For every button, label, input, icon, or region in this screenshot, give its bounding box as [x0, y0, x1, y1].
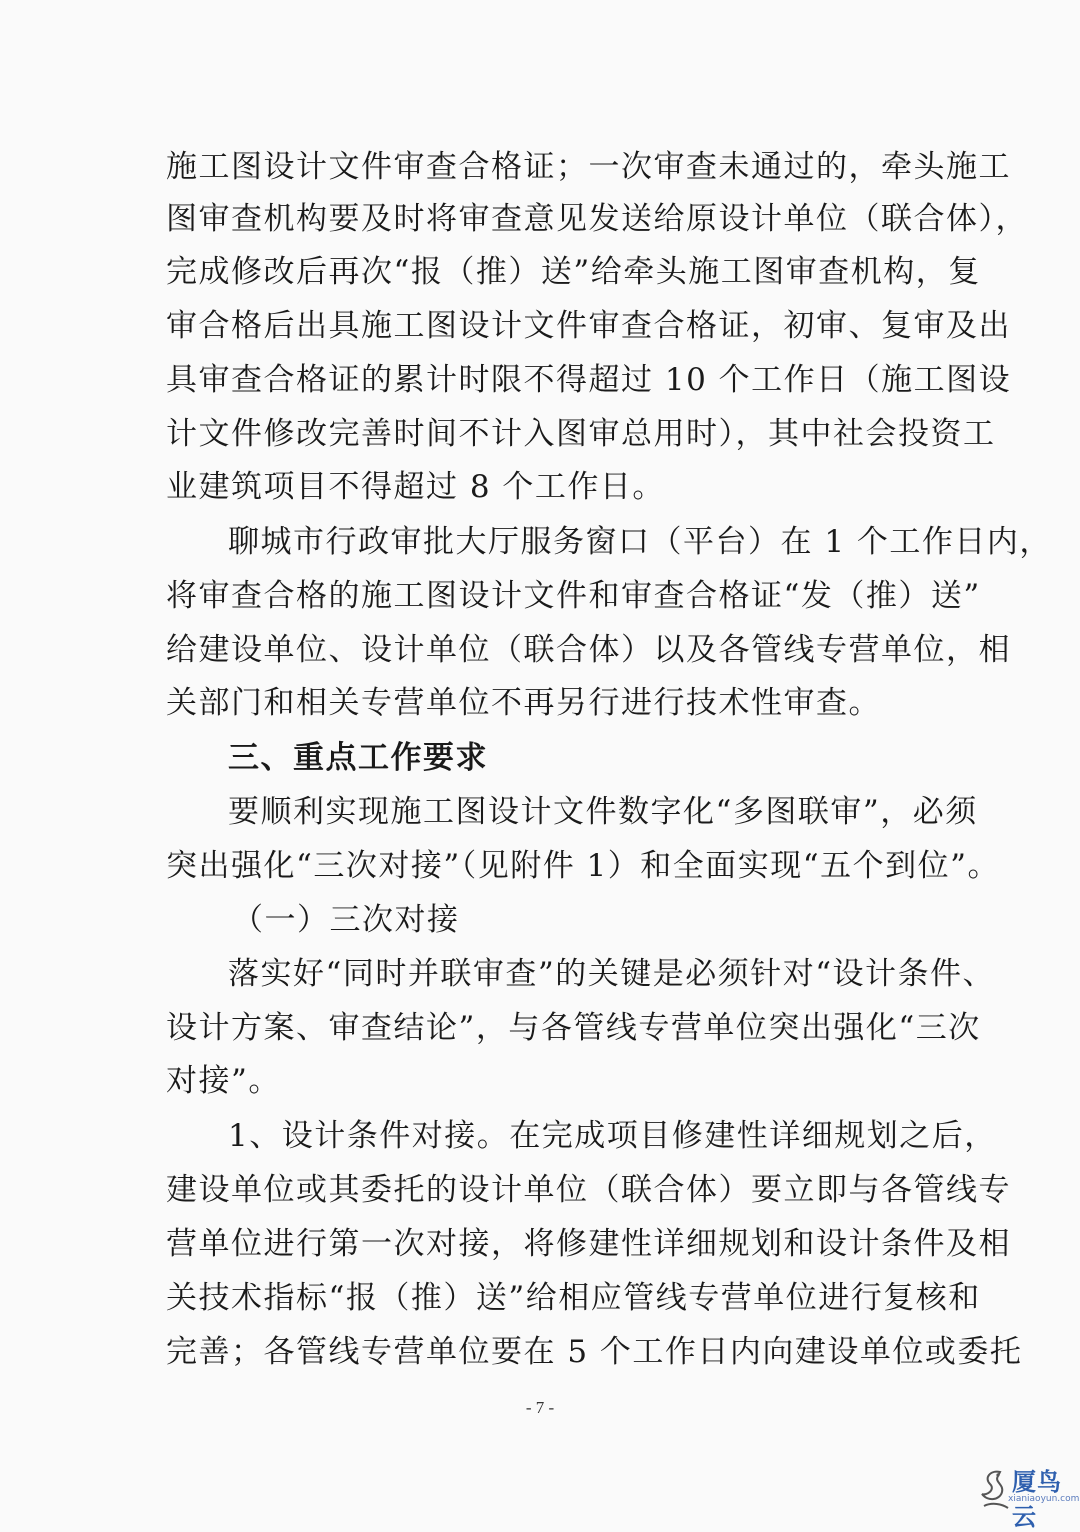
watermark-name: 厦鸟云	[1012, 1468, 1062, 1531]
text-line: 具审查合格证的累计时限不得超过 10 个工作日（施工图设	[166, 362, 1012, 398]
text-line: 完善；各管线专营单位要在 5 个工作日内向建设单位或委托	[166, 1334, 1023, 1370]
text-line: 对接”。	[166, 1063, 281, 1099]
text-line: 给建设单位、设计单位（联合体）以及各管线专营单位，相	[166, 632, 1011, 668]
watermark	[978, 1460, 1080, 1531]
text-line: 关技术指标“报（推）送”给相应管线专营单位进行复核和	[166, 1280, 981, 1316]
text-line: 审合格后出具施工图设计文件审查合格证，初审、复审及出	[166, 308, 1011, 344]
subsection-heading: （一）三次对接	[232, 902, 460, 938]
watermark-url: xianiaoyun.com	[1008, 1494, 1080, 1504]
paragraph-first-line: 1、设计条件对接。在完成项目修建性详细规划之后，	[228, 1118, 997, 1154]
text-line: 业建筑项目不得超过 8 个工作日。	[166, 469, 665, 505]
paragraph-first-line: 聊城市行政审批大厅服务窗口（平台）在 1 个工作日内，	[228, 524, 1052, 560]
text-line: 施工图设计文件审查合格证；一次审查未通过的，牵头施工	[166, 149, 1011, 185]
text-line: 关部门和相关专营单位不再另行进行技术性审查。	[166, 685, 881, 721]
text-line: 计文件修改完善时间不计入图审总用时），其中社会投资工	[166, 416, 996, 452]
text-line: 完成修改后再次“报（推）送”给牵头施工图审查机构，复	[166, 254, 981, 290]
section-heading: 三、重点工作要求	[228, 740, 488, 776]
page-number: - 7 -	[525, 1398, 555, 1417]
text-line: 将审查合格的施工图设计文件和审查合格证“发（推）送”	[166, 578, 981, 614]
text-line: 图审查机构要及时将审查意见发送给原设计单位（联合体），	[166, 201, 1028, 237]
text-line: 设计方案、审查结论”，与各管线专营单位突出强化“三次	[166, 1010, 981, 1046]
text-line: 建设单位或其委托的设计单位（联合体）要立即与各管线专	[166, 1172, 1011, 1208]
paragraph-first-line: 落实好“同时并联审查”的关键是必须针对“设计条件、	[228, 956, 996, 992]
text-line: 营单位进行第一次对接，将修建性详细规划和设计条件及相	[166, 1226, 1011, 1262]
paragraph-first-line: 要顺利实现施工图设计文件数字化“多图联审”，必须	[228, 794, 978, 830]
bird-logo-icon	[978, 1466, 1012, 1514]
text-line: 突出强化“三次对接”（见附件 1）和全面实现“五个到位”。	[166, 848, 1000, 884]
